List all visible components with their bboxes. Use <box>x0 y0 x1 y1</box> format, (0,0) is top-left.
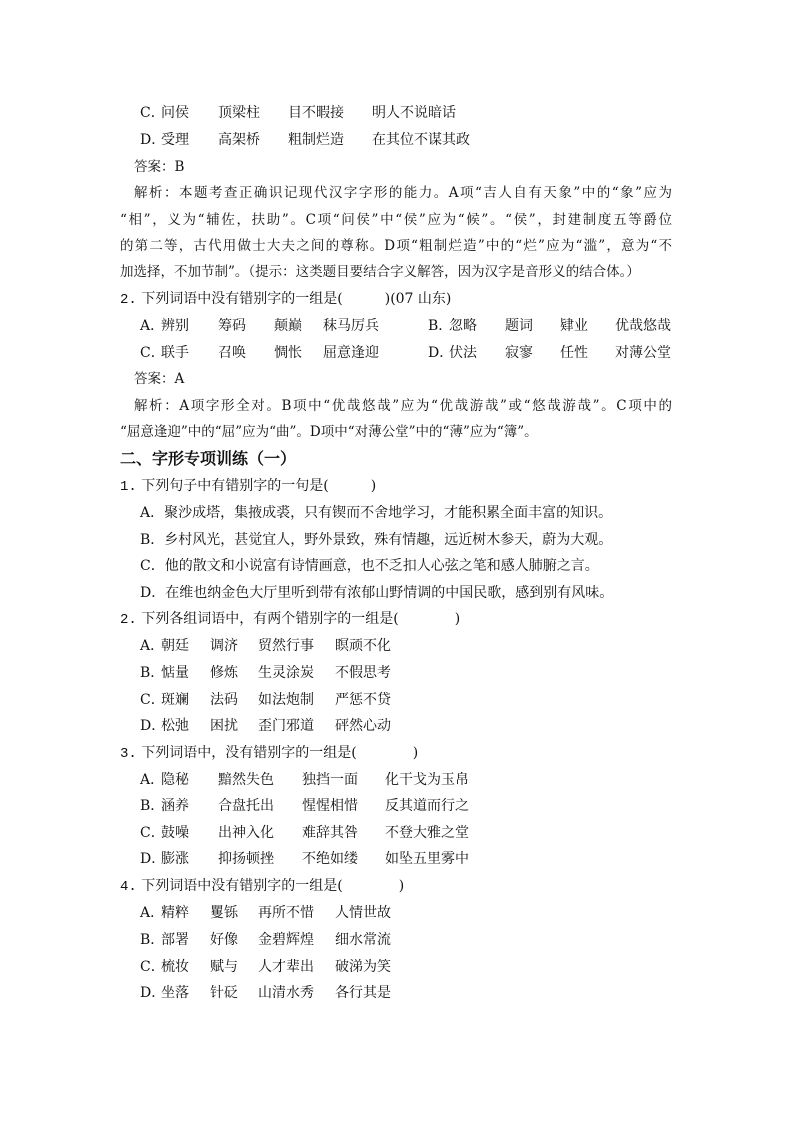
option-word: 针砭 <box>210 985 238 1001</box>
option-word: 再所不惜 <box>258 905 314 921</box>
analysis-line: 解析：A项字形全对。B项中“优哉悠哉”应为“优哉游哉”或“悠哉游哉”。C项中的 <box>134 398 672 414</box>
question-number: 1. <box>120 479 137 495</box>
option-word: 屈意逢迎 <box>323 345 379 361</box>
option-word: 筹码 <box>218 318 246 334</box>
option-label: D． <box>140 985 166 1001</box>
option-row-b <box>0 931 794 949</box>
option-word: 题词 <box>505 318 533 334</box>
option-word: 如坠五里雾中 <box>385 851 469 867</box>
option-label: A． <box>140 638 165 654</box>
option-word: 矍铄 <box>210 905 238 921</box>
option-word: 抑扬顿挫 <box>218 851 274 867</box>
option-label: C． <box>140 825 165 841</box>
question-stem <box>120 290 451 309</box>
option-word: 顶梁柱 <box>218 105 260 121</box>
question-number: 3. <box>120 746 137 762</box>
analysis-line: “屈意逢迎”中的“屈”应为“曲”。D项中“对薄公堂”中的“薄”应为“簿”。 <box>120 424 538 440</box>
option-label: D． <box>140 851 166 867</box>
option-word: 不假思考 <box>335 665 391 681</box>
option-word: 召唤 <box>218 345 246 361</box>
option-row-cd <box>0 344 794 362</box>
option-word: 鼓噪 <box>161 825 189 841</box>
option-word: 调济 <box>210 638 238 654</box>
option-label: B． <box>140 932 165 948</box>
option-word: 金碧辉煌 <box>258 932 314 948</box>
option-row-c <box>0 958 794 976</box>
option-word: 如法炮制 <box>258 692 314 708</box>
option-word: 朝廷 <box>161 638 189 654</box>
option-label: D． <box>140 132 166 148</box>
question-text: 下列词语中没有错别字的一组是( ) <box>141 878 405 894</box>
option-word: 山清水秀 <box>258 985 314 1001</box>
option-word: 辨别 <box>161 318 189 334</box>
option-text: 在维也纳金色大厅里听到带有浓郁山野情调的中国民歌，感到别有风味。 <box>165 585 614 601</box>
option-row-a <box>0 637 794 655</box>
option-row-d <box>0 717 794 735</box>
option-word: 松弛 <box>161 718 189 734</box>
option-word: 出神入化 <box>218 825 274 841</box>
question-number: 2. <box>120 612 137 628</box>
option-word: 忽略 <box>449 318 477 334</box>
option-word: 不绝如缕 <box>302 851 358 867</box>
option-word: 化干戈为玉帛 <box>385 772 469 788</box>
option-text: 他的散文和小说富有诗情画意，也不乏扣人心弦之笔和感人肺腑之言。 <box>164 558 599 574</box>
sentence-option-b <box>140 531 612 549</box>
option-word: 惆怅 <box>274 345 302 361</box>
option-word: 受理 <box>161 132 189 148</box>
option-word: 贸然行事 <box>258 638 314 654</box>
option-word: 破涕为笑 <box>335 959 391 975</box>
analysis-line: “相”，义为“辅佐，扶助”。C项“问侯”中“侯”应为“候”。“侯”，封建制度五等爵位 <box>120 212 672 228</box>
option-word: 人情世故 <box>335 905 391 921</box>
option-row-a <box>0 904 794 922</box>
option-word: 赋与 <box>210 959 238 975</box>
option-word: 目不暇接 <box>288 105 344 121</box>
option-word: 高架桥 <box>218 132 260 148</box>
option-word: 坐落 <box>161 985 189 1001</box>
option-word: 惺惺相惜 <box>302 798 358 814</box>
option-word: 涵养 <box>161 798 189 814</box>
option-word: 困扰 <box>210 718 238 734</box>
option-word: 隐秘 <box>161 772 189 788</box>
question-text: 下列各组词语中，有两个错别字的一组是( ) <box>141 611 461 627</box>
sentence-option-a <box>140 504 612 522</box>
option-label: A． <box>140 772 165 788</box>
option-word: 寂寥 <box>505 345 533 361</box>
question-stem <box>120 610 460 629</box>
option-row-ab <box>0 317 794 335</box>
option-word: 伏法 <box>449 345 477 361</box>
question-stem <box>120 744 418 763</box>
option-word: 部署 <box>161 932 189 948</box>
option-row-a <box>0 771 794 789</box>
sentence-option-d <box>140 584 613 602</box>
option-text: 乡村风光，甚觉宜人，野外景致，殊有情趣，远近树木参天，蔚为大观。 <box>164 532 613 548</box>
option-row-d <box>0 984 794 1002</box>
analysis-line: 加选择，不加节制”。（提示：这类题目要结合字义解答，因为汉字是音形义的结合体。） <box>120 264 640 280</box>
option-word: 精粹 <box>161 905 189 921</box>
option-word: 生灵涂炭 <box>258 665 314 681</box>
option-label: D． <box>140 718 166 734</box>
option-label: B． <box>140 665 165 681</box>
answer-text: 答案：A <box>134 371 185 387</box>
option-word: 优哉悠哉 <box>615 318 671 334</box>
option-word: 粗制烂造 <box>288 132 344 148</box>
option-word: 严惩不贷 <box>335 692 391 708</box>
answer-text: 答案：B <box>134 159 185 175</box>
option-row-d <box>0 131 794 149</box>
option-word: 修炼 <box>210 665 238 681</box>
question-text: 下列词语中，没有错别字的一组是( ) <box>141 745 419 761</box>
question-number: 2. <box>120 292 137 308</box>
option-word: 黯然失色 <box>218 772 274 788</box>
option-word: 细水常流 <box>335 932 391 948</box>
option-word: 独挡一面 <box>302 772 358 788</box>
option-word: 惦量 <box>161 665 189 681</box>
option-word: 在其位不谋其政 <box>372 132 470 148</box>
sentence-option-c <box>140 557 599 575</box>
option-word: 斑斓 <box>161 692 189 708</box>
option-word: 歪门邪道 <box>258 718 314 734</box>
option-label: D． <box>140 585 166 601</box>
option-word: 明人不说暗话 <box>372 105 456 121</box>
option-label: A． <box>140 505 165 521</box>
option-word: 膨涨 <box>161 851 189 867</box>
option-row-c <box>0 824 794 842</box>
option-label: C． <box>140 558 165 574</box>
question-stem <box>120 877 404 896</box>
option-label: C． <box>140 345 165 361</box>
question-stem <box>120 477 376 496</box>
question-text: 下列词语中没有错别字的一组是( )(07 山东) <box>141 291 452 307</box>
option-label: C． <box>140 959 165 975</box>
option-row-b <box>0 797 794 815</box>
option-word: 法码 <box>210 692 238 708</box>
option-word: 任性 <box>560 345 588 361</box>
analysis-line: 解析：本题考查正确识记现代汉字字形的能力。A项“吉人自有天象”中的“象”应为 <box>134 185 672 201</box>
option-row-d <box>0 850 794 868</box>
option-word: 反其道而行之 <box>385 798 469 814</box>
option-word: 瞑顽不化 <box>335 638 391 654</box>
option-row-b <box>0 664 794 682</box>
option-label: A． <box>140 318 165 334</box>
option-word: 秣马厉兵 <box>323 318 379 334</box>
option-label: A． <box>140 905 165 921</box>
option-text: 聚沙成塔，集掖成裘，只有锲而不舍地学习，才能积累全面丰富的知识。 <box>164 505 613 521</box>
option-row-c <box>0 691 794 709</box>
option-label: B． <box>140 798 165 814</box>
option-label: C． <box>140 105 165 121</box>
option-word: 联手 <box>161 345 189 361</box>
question-number: 4. <box>120 879 137 895</box>
option-row-c <box>0 104 794 122</box>
option-word: 人才辈出 <box>258 959 314 975</box>
option-word: 梳妆 <box>161 959 189 975</box>
option-word: 合盘托出 <box>218 798 274 814</box>
option-word: 好像 <box>210 932 238 948</box>
section-heading: 二、字形专项训练（一） <box>120 449 297 468</box>
option-word: 对薄公堂 <box>615 345 671 361</box>
option-word: 难辞其咎 <box>302 825 358 841</box>
option-word: 肄业 <box>560 318 588 334</box>
option-word: 不登大雅之堂 <box>385 825 469 841</box>
option-word: 问侯 <box>161 105 189 121</box>
option-word: 颠巅 <box>274 318 302 334</box>
option-word: 各行其是 <box>335 985 391 1001</box>
option-word: 砰然心动 <box>335 718 391 734</box>
analysis-line: 的第二等，古代用做士大夫之间的尊称。D项“粗制烂造”中的“烂”应为“滥”，意为“不 <box>120 238 672 254</box>
question-text: 下列句子中有错别字的一句是( ) <box>141 478 377 494</box>
option-label: D． <box>428 345 454 361</box>
option-label: B． <box>140 532 165 548</box>
option-label: C． <box>140 692 165 708</box>
option-label: B． <box>428 318 453 334</box>
